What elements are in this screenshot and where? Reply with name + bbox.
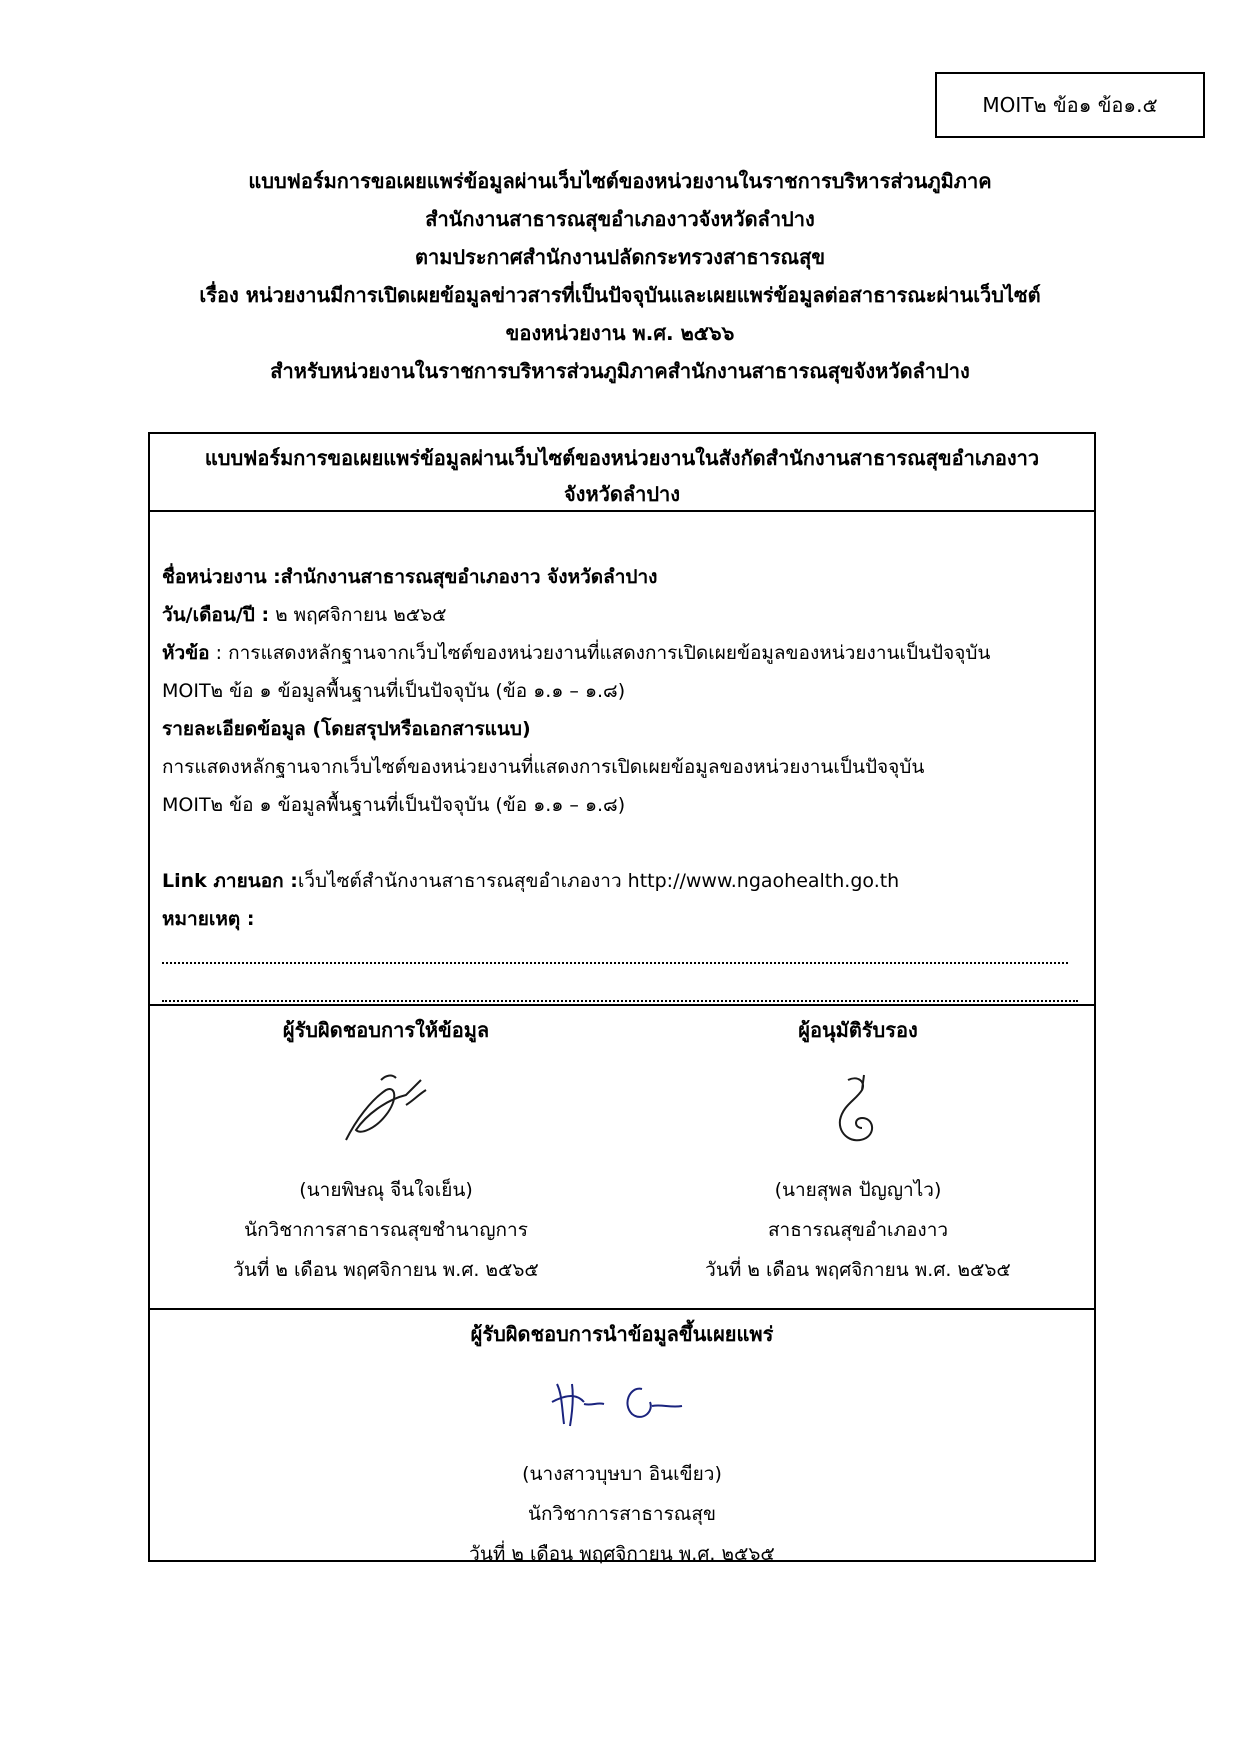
signature-image [542,1364,702,1444]
responsible-name: (นายพิษณุ จีนใจเย็น) [299,1179,473,1201]
form-details-row [150,512,1094,1006]
detail-line-1: การแสดงหลักฐานจากเว็บไซต์ของหน่วยงานที่แสดงการเปิดเผยข้อมูลของหน่วยงานเป็นปัจจุบัน [162,756,925,778]
responsible-signature [150,1050,622,1170]
publisher-name: (นางสาวบุษบา อินเขียว) [522,1463,722,1485]
signature-image [326,1060,446,1160]
date-label: วัน/เดือน/ปี : [162,604,270,626]
form-title-line-1: แบบฟอร์มการขอเผยแพร่ข้อมูลผ่านเว็บไซต์ของหน่วยงานในสังกัดสำนักงานสาธารณสุขอำเภองาว [204,446,1040,470]
agency-line [162,558,1082,596]
link-line [162,862,1082,900]
approver-name: (นายสุพล ปัญญาไว) [774,1179,942,1201]
signature-image [818,1060,898,1160]
link-value: เว็บไซต์สำนักงานสาธารณสุขอำเภองาว http://www.ngaohealth.go.th [297,870,900,892]
agency-value: สำนักงานสาธารณสุขอำเภองาว จังหวัดลำปาง [280,566,658,588]
note-dotted-line-2 [162,1000,1078,1002]
publisher-signature [150,1354,1094,1454]
responsible-date: วันที่ ๒ เดือน พฤศจิกายน พ.ศ. ๒๕๖๕ [233,1259,539,1281]
detail-line-2: MOIT๒ ข้อ ๑ ข้อมูลพื้นฐานที่เป็นปัจจุบัน (ข้อ ๑.๑ – ๑.๘) [162,794,626,816]
approver-signature [622,1050,1094,1170]
responsible-signature-block [150,1006,622,1290]
reference-code: MOIT๒ ข้อ๑ ข้อ๑.๕ [982,93,1158,117]
agency-label: ชื่อหน่วยงาน : [162,566,281,588]
publisher-signature-block [150,1310,1094,1574]
detail-label: รายละเอียดข้อมูล (โดยสรุปหรือเอกสารแนบ) [162,718,531,740]
topic-line-2: MOIT๒ ข้อ ๑ ข้อมูลพื้นฐานที่เป็นปัจจุบัน (ข้อ ๑.๑ – ๑.๘) [162,680,626,702]
publisher-role: ผู้รับผิดชอบการนำข้อมูลขึ้นเผยแพร่ [470,1322,774,1346]
form-title-row [150,434,1094,512]
note-dotted-line-1 [162,962,1068,964]
header-line-2: สำนักงานสาธารณสุขอำเภองาวจังหวัดลำปาง [425,207,815,231]
spacer [162,824,1082,862]
header-line-3: ตามประกาศสำนักงานปลัดกระทรวงสาธารณสุข [414,245,825,269]
document-header [100,162,1140,390]
approver-signature-block [622,1006,1094,1290]
date-line [162,596,1082,634]
link-label: Link ภายนอก : [162,870,298,892]
approver-role: ผู้อนุมัติรับรอง [798,1018,918,1042]
header-line-5: ของหน่วยงาน พ.ศ. ๒๕๖๖ [505,321,735,345]
request-form-table [148,432,1096,1565]
signature-row [150,1006,1094,1310]
date-value: ๒ พฤศจิกายน ๒๕๖๕ [269,604,447,626]
responsible-position: นักวิชาการสาธารณสุขชำนาญการ [244,1219,528,1241]
topic-line [162,634,1082,672]
header-line-6: สำหรับหน่วยงานในราชการบริหารส่วนภูมิภาคสำนักงานสาธารณสุขจังหวัดลำปาง [270,359,970,383]
header-line-4: เรื่อง หน่วยงานมีการเปิดเผยข้อมูลข่าวสารที่เป็นปัจจุบันและเผยแพร่ข้อมูลต่อสาธารณะผ่านเว็บไซต์ [199,283,1041,307]
publisher-position: นักวิชาการสาธารณสุข [527,1503,717,1525]
topic-value: : การแสดงหลักฐานจากเว็บไซต์ของหน่วยงานที่แสดงการเปิดเผยข้อมูลของหน่วยงานเป็นปัจจุบัน [209,642,991,664]
reference-code-box [935,72,1205,138]
note-label: หมายเหตุ : [162,908,255,930]
approver-position: สาธารณสุขอำเภองาว [767,1219,949,1241]
topic-label: หัวข้อ [162,642,210,664]
form-title-line-2: จังหวัดลำปาง [563,482,681,506]
approver-date: วันที่ ๒ เดือน พฤศจิกายน พ.ศ. ๒๕๖๕ [705,1259,1011,1281]
publisher-date: วันที่ ๒ เดือน พฤศจิกายน พ.ศ. ๒๕๖๕ [469,1543,775,1565]
publisher-row [150,1310,1094,1565]
header-line-1: แบบฟอร์มการขอเผยแพร่ข้อมูลผ่านเว็บไซต์ของหน่วยงานในราชการบริหารส่วนภูมิภาค [248,169,992,193]
responsible-role: ผู้รับผิดชอบการให้ข้อมูล [282,1018,490,1042]
